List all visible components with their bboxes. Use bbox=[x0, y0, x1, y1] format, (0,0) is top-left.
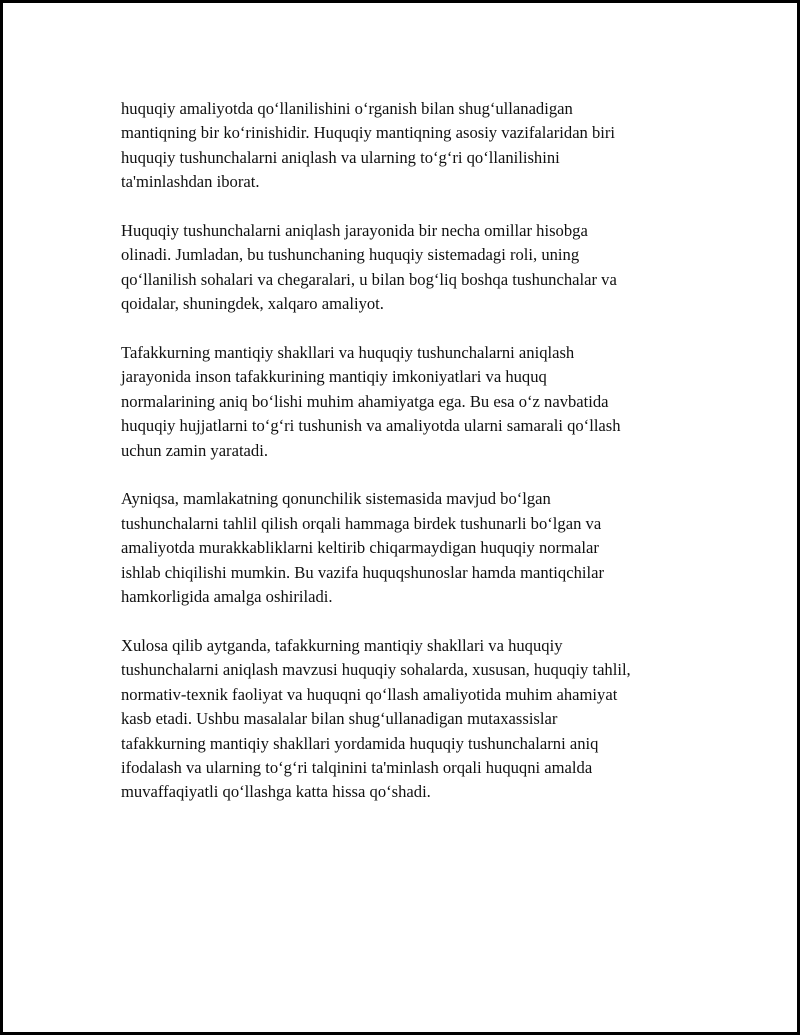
paragraph-4: Ayniqsa, mamlakatning qonunchilik sistemasida mavjud bo‘lgan tushunchalarni tahlil qilish orqali hammaga birdek tushunarli bo‘lgan va amaliyotda murakkabliklarni keltirib chiqarmaydigan huquqiy normalar ishlab chiqilishi mumkin. Bu vazifa huquqshunoslar hamda mantiqchilar hamkorligida amalga oshiriladi. bbox=[121, 489, 604, 607]
document-body bbox=[121, 97, 711, 829]
paragraph-1: huquqiy amaliyotda qo‘llanilishini o‘rganish bilan shug‘ullanadigan mantiqning bir ko‘rinishidir. Huquqiy mantiqning asosiy vazifalaridan biri huquqiy tushunchalarni aniqlash va ularning to‘g‘ri qo‘llanilishini ta'minlashdan iborat. bbox=[121, 99, 616, 192]
paragraph-2: Huquqiy tushunchalarni aniqlash jarayonida bir necha omillar hisobga olinadi. Jumladan, bu tushunchaning huquqiy sistemadagi roli, uning qo‘llanilish sohalari va chegaralari, u bilan bog‘liq boshqa tushunchalar va qoidalar, shuningdek, xalqaro amaliyot. bbox=[121, 221, 617, 314]
paragraph-3: Tafakkurning mantiqiy shakllari va huquqiy tushunchalarni aniqlash jarayonida inson tafakkurining mantiqiy imkoniyatlari va huquq normalarining aniq bo‘lishi muhim ahamiyatga ega. Bu esa o‘z navbatida huquqiy hujjatlarni to‘g‘ri tushunish va amaliyotda ularni samarali qo‘llash uchun zamin yaratadi. bbox=[121, 343, 621, 460]
paragraph-5: Xulosa qilib aytganda, tafakkurning mantiqiy shakllari va huquqiy tushunchalarni aniqlash mavzusi huquqiy sohalarda, xususan, huquqiy tahlil, normativ-texnik faoliyat va huquqni qo‘llash amaliyotida muhim ahamiyat kasb etadi. Ushbu masalalar bilan shug‘ullanadigan mutaxassislar tafakkurning mantiqiy shakllari yordamida huquqiy tushunchalarni aniq ifodalash va ularning to‘g‘ri talqinini ta'minlash orqali huquqni amalda muvaffaqiyatli qo‘llashga katta hissa qo‘shadi. bbox=[121, 635, 631, 802]
